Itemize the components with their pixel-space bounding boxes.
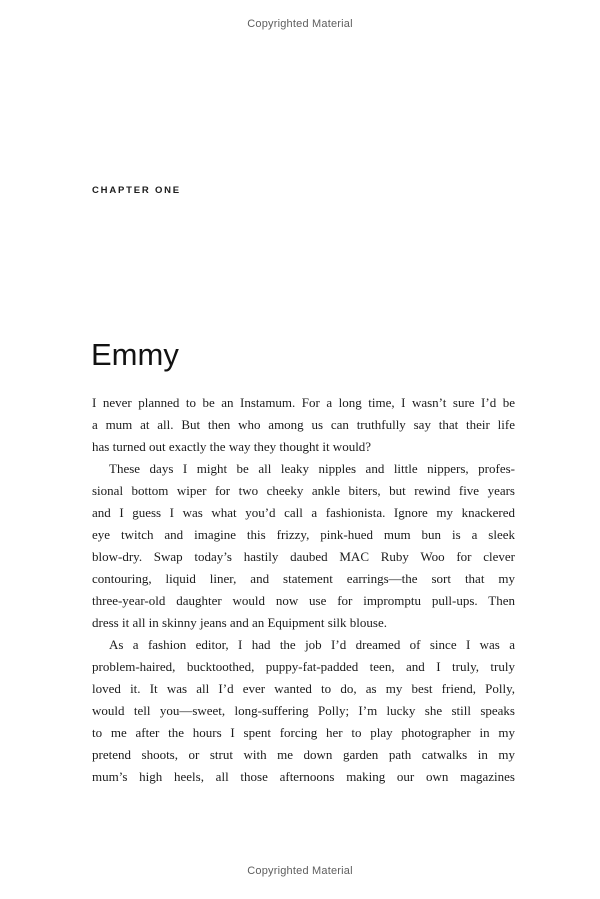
text-line: dress it all in skinny jeans and an Equipment silk blouse. [92, 615, 387, 630]
text-line: and I guess I was what you’d call a fashionista. Ignore my knackered [92, 505, 515, 520]
text-line: loved it. It was all I’d ever wanted to do, as my best friend, Polly, [92, 681, 515, 696]
text-line: These days I might be all leaky nipples and little nippers, profes- [109, 461, 515, 476]
body-text [92, 392, 515, 788]
text-line: mum’s high heels, all those afternoons making our own magazines [92, 769, 515, 784]
text-line: eye twitch and imagine this frizzy, pink-hued mum bun is a sleek [92, 527, 515, 542]
text-line: would tell you—sweet, long-suffering Polly; I’m lucky she still speaks [92, 703, 515, 718]
copyright-notice-top: Copyrighted Material [247, 18, 353, 30]
text-line: contouring, liquid liner, and statement earrings—the sort that my [92, 571, 515, 586]
text-line: I never planned to be an Instamum. For a long time, I wasn’t sure I’d be [92, 395, 515, 410]
text-line: problem-haired, bucktoothed, puppy-fat-padded teen, and I truly, truly [92, 659, 515, 674]
text-line: sional bottom wiper for two cheeky ankle biters, but rewind five years [92, 483, 515, 498]
chapter-title: Emmy [91, 337, 179, 372]
copyright-notice-bottom: Copyrighted Material [247, 865, 353, 877]
text-line: to me after the hours I spent forcing her to play photographer in my [92, 725, 515, 740]
paragraph-2 [92, 458, 515, 634]
text-line: pretend shoots, or strut with me down garden path catwalks in my [92, 747, 515, 762]
text-line: blow-dry. Swap today’s hastily daubed MAC Ruby Woo for clever [92, 549, 515, 564]
chapter-label: CHAPTER ONE [92, 185, 181, 196]
paragraph-3 [92, 634, 515, 788]
text-line: a mum at all. But then who among us can truthfully say that their life [92, 417, 515, 432]
text-line: has turned out exactly the way they thought it would? [92, 439, 372, 454]
text-line: As a fashion editor, I had the job I’d dreamed of since I was a [109, 637, 515, 652]
text-line: three-year-old daughter would now use for impromptu pull-ups. Then [92, 593, 515, 608]
paragraph-1 [92, 392, 515, 458]
